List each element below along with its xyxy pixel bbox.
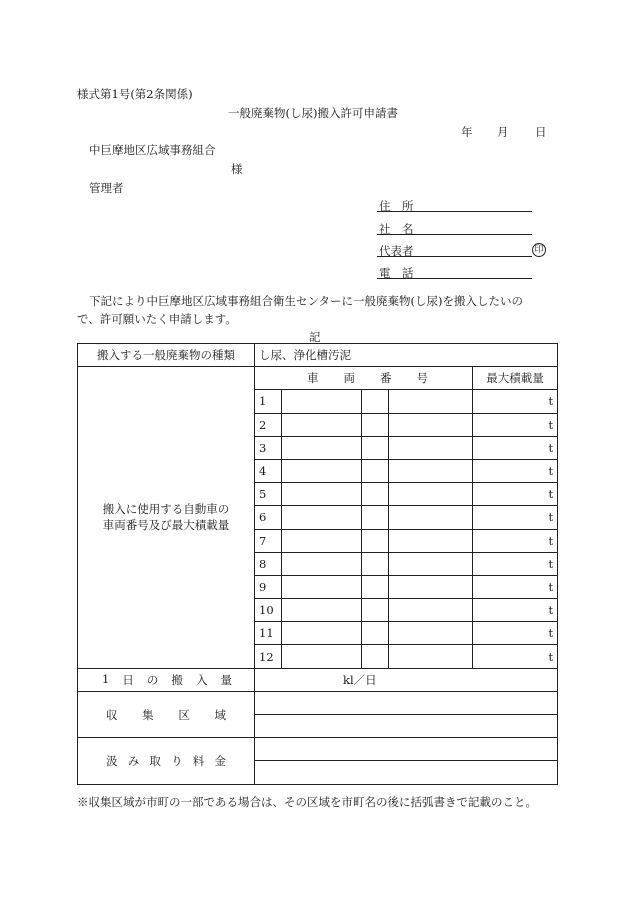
vehicle-row-number: 9	[255, 575, 282, 598]
vehicle-class-field[interactable]	[362, 506, 389, 529]
vehicle-row-number: 8	[255, 552, 282, 575]
vehicle-region-field[interactable]	[282, 622, 362, 645]
max-load-field[interactable]: t	[473, 459, 558, 482]
vehicle-row-number: 5	[255, 483, 282, 506]
max-load-field[interactable]: t	[473, 436, 558, 459]
vehicle-header-row	[78, 367, 558, 390]
collection-area-label-char: 収	[106, 707, 118, 722]
company-field[interactable]	[377, 234, 532, 235]
vehicle-number-header-char-4: 号	[416, 371, 428, 386]
addressee-org: 中巨摩地区広域事務組合	[89, 143, 216, 157]
vehicle-row-number: 6	[255, 506, 282, 529]
fee-label-char: 料	[192, 753, 205, 768]
waste-type-value[interactable]: し尿、浄化槽汚泥	[255, 344, 558, 367]
vehicle-region-field[interactable]	[282, 459, 362, 482]
date-year-label: 年	[461, 125, 473, 139]
vehicle-region-field[interactable]	[282, 390, 362, 413]
vehicle-number-field[interactable]	[389, 599, 473, 622]
vehicle-number-field[interactable]	[389, 483, 473, 506]
body-line-1: 下記により中巨摩地区広域事務組合衛生センターに一般廃棄物(し尿)を搬入したいの	[89, 294, 524, 308]
fee-label	[78, 738, 255, 784]
fee-field[interactable]	[255, 761, 558, 784]
vehicle-label-cell	[78, 367, 255, 668]
daily-amount-label-char: 量	[220, 672, 232, 687]
vehicle-class-field[interactable]	[362, 575, 389, 598]
fee-label-char: 金	[214, 753, 226, 768]
vehicle-class-field[interactable]	[362, 599, 389, 622]
fee-field[interactable]	[255, 738, 558, 761]
daily-amount-label-char: 1	[102, 671, 110, 686]
vehicle-row-number: 12	[255, 645, 282, 668]
vehicle-number-field[interactable]	[389, 575, 473, 598]
max-load-field[interactable]: t	[473, 483, 558, 506]
vehicle-row-number: 10	[255, 599, 282, 622]
body-line-2: で、許可願いたく申請します。	[77, 312, 237, 326]
vehicle-number-field[interactable]	[389, 390, 473, 413]
vehicle-number-header-char-2: 両	[343, 371, 355, 386]
daily-amount-label	[78, 668, 255, 691]
footnote: ※収集区域が市町の一部である場合は、その区域を市町名の後に括弧書きで記載のこと。	[77, 795, 537, 809]
date-day-label: 日	[535, 125, 547, 139]
vehicle-region-field[interactable]	[282, 599, 362, 622]
fee-row	[78, 738, 558, 761]
vehicle-row-number: 2	[255, 413, 282, 436]
max-load-field[interactable]: t	[473, 413, 558, 436]
vehicle-region-field[interactable]	[282, 645, 362, 668]
vehicle-row-number: 11	[255, 622, 282, 645]
vehicle-label-line-2: 車両番号及び最大積載量	[102, 518, 230, 533]
max-load-field[interactable]: t	[473, 506, 558, 529]
vehicle-region-field[interactable]	[282, 575, 362, 598]
max-load-header: 最大積載量	[473, 367, 558, 390]
vehicle-number-header-char-3: 番	[380, 371, 392, 386]
phone-field[interactable]	[377, 278, 532, 279]
ki-label: 記	[309, 330, 321, 344]
vehicle-region-field[interactable]	[282, 506, 362, 529]
phone-label: 電 話	[379, 266, 414, 280]
vehicle-number-header	[255, 367, 473, 390]
collection-area-row	[78, 691, 558, 714]
daily-amount-label-char: の	[146, 672, 159, 687]
vehicle-number-field[interactable]	[389, 622, 473, 645]
collection-area-label-char: 集	[142, 707, 154, 722]
vehicle-class-field[interactable]	[362, 529, 389, 552]
waste-type-row	[78, 344, 558, 367]
addressee-manager: 管理者	[89, 181, 124, 195]
fee-label-char: み	[127, 753, 140, 768]
vehicle-row-number: 4	[255, 459, 282, 482]
max-load-field[interactable]: t	[473, 622, 558, 645]
vehicle-region-field[interactable]	[282, 529, 362, 552]
max-load-field[interactable]: t	[473, 529, 558, 552]
vehicle-region-field[interactable]	[282, 436, 362, 459]
collection-area-field[interactable]	[255, 691, 558, 714]
vehicle-class-field[interactable]	[362, 390, 389, 413]
vehicle-number-field[interactable]	[389, 552, 473, 575]
vehicle-class-field[interactable]	[362, 645, 389, 668]
max-load-field[interactable]: t	[473, 390, 558, 413]
vehicle-class-field[interactable]	[362, 552, 389, 575]
vehicle-number-field[interactable]	[389, 529, 473, 552]
vehicle-number-header-char-1: 車	[307, 371, 319, 386]
collection-area-label-char: 域	[214, 707, 226, 722]
vehicle-class-field[interactable]	[362, 459, 389, 482]
fee-label-char: 取	[149, 753, 161, 768]
vehicle-region-field[interactable]	[282, 413, 362, 436]
max-load-field[interactable]: t	[473, 599, 558, 622]
daily-amount-label-char: 日	[122, 672, 134, 687]
daily-amount-label-char: 入	[195, 672, 208, 687]
vehicle-row-number: 1	[255, 390, 282, 413]
form-number: 様式第1号(第2条関係)	[77, 87, 193, 101]
fee-label-char: り	[171, 753, 183, 768]
vehicle-number-field[interactable]	[389, 459, 473, 482]
vehicle-number-field[interactable]	[389, 436, 473, 459]
vehicle-class-field[interactable]	[362, 436, 389, 459]
company-label: 社 名	[379, 222, 414, 236]
vehicle-number-field[interactable]	[389, 506, 473, 529]
daily-amount-row	[78, 668, 558, 691]
address-label: 住 所	[379, 199, 414, 213]
vehicle-row-number: 7	[255, 529, 282, 552]
vehicle-class-field[interactable]	[362, 413, 389, 436]
vehicle-number-field[interactable]	[389, 413, 473, 436]
vehicle-row-number: 3	[255, 436, 282, 459]
vehicle-region-field[interactable]	[282, 552, 362, 575]
application-table	[77, 343, 558, 785]
daily-amount-unit: kl／日	[343, 672, 377, 687]
vehicle-class-field[interactable]	[362, 622, 389, 645]
daily-amount-field[interactable]	[255, 668, 558, 691]
seal-mark: 印	[532, 243, 546, 257]
vehicle-number-field[interactable]	[389, 645, 473, 668]
waste-type-label: 搬入する一般廃棄物の種類	[78, 344, 255, 367]
addressee-honorific: 様	[231, 162, 243, 176]
date-month-label: 月	[497, 125, 509, 139]
collection-area-label-char: 区	[178, 707, 190, 722]
form-title: 一般廃棄物(し尿)搬入許可申請書	[228, 106, 398, 120]
collection-area-field[interactable]	[255, 715, 558, 738]
max-load-field[interactable]: t	[473, 552, 558, 575]
vehicle-class-field[interactable]	[362, 483, 389, 506]
daily-amount-label-char: 搬	[171, 672, 183, 687]
collection-area-label	[78, 691, 255, 737]
max-load-field[interactable]: t	[473, 645, 558, 668]
fee-label-char: 汲	[106, 753, 118, 768]
address-field[interactable]	[377, 211, 532, 212]
representative-field[interactable]	[377, 256, 532, 257]
vehicle-region-field[interactable]	[282, 483, 362, 506]
vehicle-label-line-1: 搬入に使用する自動車の	[102, 502, 230, 517]
max-load-field[interactable]: t	[473, 575, 558, 598]
representative-label: 代表者	[379, 244, 414, 258]
